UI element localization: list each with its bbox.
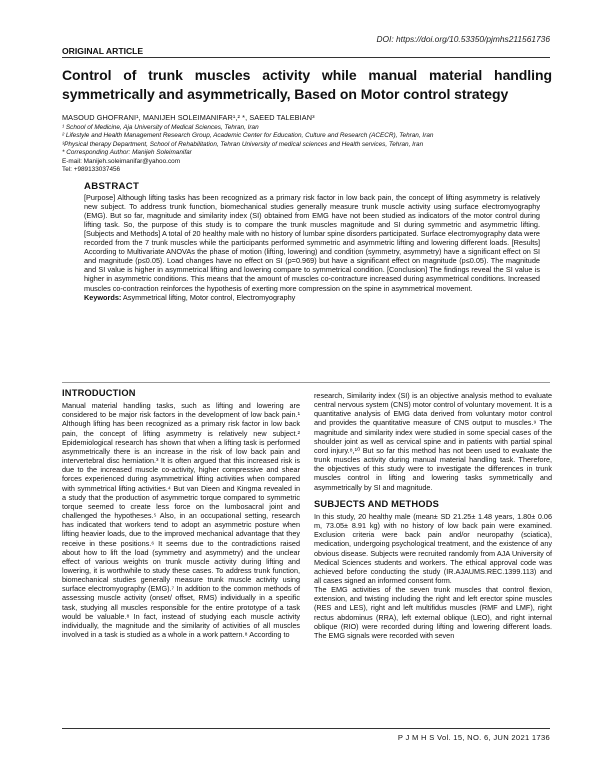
article-type: ORIGINAL ARTICLE bbox=[62, 46, 144, 56]
affiliation-2: ² Lifestyle and Health Management Research Group, Academic Center for Education, Culture and Research (ACECR), Tehran, Iran bbox=[62, 132, 434, 140]
article-title: Control of trunk muscles activity while manual material handling symmetrically and asymmetrically, Based on Motor control strategy bbox=[62, 67, 552, 102]
affiliation-3: ³Physical therapy Department, School of Rehabilitation, Tehran University of medical sciences and Health services, Tehran, Iran bbox=[62, 140, 424, 148]
footer-divider bbox=[62, 728, 550, 729]
introduction-continuation: research, Similarity index (SI) is an objective analysis method to evaluate central nervous system (CNS) motor control of voluntary movement. It is a quantitative analysis of EMG data derived from voluntary motor control and provides the quantitative measure of CNS output to muscles.⁹ The magnitude and similarity index were studied in some special cases of the shoulder joint as well as cervical spine and in patients with partial spinal cord injury.⁸,¹⁰ But so far this method has not been used to evaluate the trunk muscles activity during manual material handling task. Therefore, the objectives of this study were to investigate the differences in trunk muscles control in lifting and lowering tasks symmetrically and asymmetrically by SI and magnitude. bbox=[314, 391, 552, 492]
abstract-text: [Purpose] Although lifting tasks has been recognized as a primary risk factor in low back pain, the concept of lifting asymmetry is relatively new subject. To address trunk function, biomechanical studies generally measure trunk muscle activity using surface electromyography (EMG). But so far, magnitude and similarity index (SI) obtained from EMG have not been studied as indicators of the motor control during lifting task. So, the purpose of this study is to compare the trunk muscles magnitude and SI during symmetric and asymmetric lifting. [Subjects and Methods] A total of 20 healthy male with no history of lumbar spine disorders participated. Surface electromyography data were recorded from the 7 trunk muscles while the participants performed symmetric and asymmetric lifting and lowering different loads. [Results] According to Multivariate ANOVAs the phase of motion (lifting, lowering) and condition (symmetry, asymmetry) have a significant effect on SI and magnitude (p≤0.05). Load changes have no effect on SI (p=0.969) but have a significant effect on magnitude (p≤0.05). The magnitude and SI value is higher in asymmetrical lifting and lowering compare to symmetrical condition. [Conclusion] The findings reveal the SI value is higher in asymmetric conditions. This means that the amount of muscles co-contracture increased during asymmetrical conditions. Increased muscles co-contraction reinforces the hypothesis of exerting more compression on the spine in asymmetrical movement. bbox=[84, 193, 540, 293]
methods-heading: SUBJECTS AND METHODS bbox=[314, 498, 440, 509]
contact-phone: Tel: +989133037456 bbox=[62, 166, 121, 174]
header-divider bbox=[62, 57, 550, 58]
keywords bbox=[84, 293, 540, 302]
contact-email[interactable]: E-mail: Manijeh.soleimanifar@yahoo.com bbox=[62, 157, 181, 165]
doi-link[interactable]: DOI: https://doi.org/10.53350/pjmhs211561736 bbox=[376, 34, 550, 44]
affiliation-1: ¹ School of Medicine, Aja University of Medical Sciences, Tehran, Iran bbox=[62, 124, 259, 131]
methods-paragraph-2: The EMG activities of the seven trunk muscles that control flexion, extension, and twisting including the right and left erector spine muscles (RES and LES), right and left multifidus muscles (RMF and LMF), right rectus abdominus (RRA), left external oblique (LEO), and right internal oblique (RIO) were recorded during lifting and lowering different loads. The EMG signals were recorded with seven bbox=[314, 585, 552, 640]
methods-paragraph-1: In this study, 20 healthy male (mean± SD 21.25± 1.48 years, 1.80± 0.06 m, 73.05± 8.91 kg) with no history of low back pain were examined. Exclusion criteria were back pain and/or neuropathy (sciatica), medication, undergoing psychological treatment, and the existence of any obvious disease. Subjects were recruited randomly from AJA University of Medical Sciences students and workers. The ethical approval code was achieved before conducting the study (IR.AJAUMS.REC.1399.113) and all cases signed an informed consent form. bbox=[314, 511, 552, 585]
introduction-text: Manual material handling tasks, such as lifting and lowering are considered to be major risk factors in the development of low back pain.¹ Although lifting has been recognized as a primary risk factor in low back pain, the concept of lifting asymmetry is relatively new subject.² Epidemiological research has shown that when a lifting task is performed asymmetrically there is an increase in the risk of low back pain and intervertebral disc herniation.³ It is often argued that this increased risk is due to the increased muscle co-activity, higher compressive and shear forces experienced during asymmetrical lifting activities when compared with symmetrical lifting activities.⁴ But van Dieen and Kingma revealed in a study that the production of asymmetric torque compared to symmetric torque seemed to create less force on the lumbosacral joint and challenged the hypotheses.⁵ Also, in an occupational setting, research has indicated that workers tend to adopt an asymmetric posture when lifting heavier loads, due to the improved mechanical advantage that they receive in these positions.⁶ It seems due to the contradictions raised about how to lift the load (symmetry and asymmetry) and the unclear effect of various weights on trunk muscle activity during lifting and lowering, it is worthwhile to study these cases. To address trunk function, biomechanical studies generally measure trunk muscle activity using surface electromyography (EMG).⁷ In addition to the common methods of assessing muscle activity (onset/ offset, RMS) individually in a specific task, studying all muscles responsible for the entire prototype of a task would be valuable.⁸ In fact, instead of studying each muscle activity individually, the magnitude and the similarity of activities of all muscles involved in a task is studied as a whole in a work pattern.⁸ According to bbox=[62, 401, 300, 640]
introduction-heading: INTRODUCTION bbox=[62, 388, 136, 398]
affiliations bbox=[62, 124, 552, 174]
section-divider bbox=[62, 382, 550, 383]
keywords-label: Keywords: bbox=[84, 292, 122, 302]
keywords-value: Asymmetrical lifting, Motor control, Electromyography bbox=[121, 292, 296, 302]
left-column bbox=[62, 389, 300, 639]
author-list: MASOUD GHOFRANI¹, MANIJEH SOLEIMANIFAR¹,² *, SAEED TALEBIAN³ bbox=[62, 113, 315, 122]
abstract-section bbox=[84, 182, 540, 302]
corresponding-author: * Corresponding Author: Manijeh Soleimanifar bbox=[62, 149, 192, 157]
abstract-heading: ABSTRACT bbox=[84, 181, 140, 192]
right-column bbox=[314, 391, 552, 640]
journal-citation: P J M H S Vol. 15, NO. 6, JUN 2021 1736 bbox=[397, 733, 550, 742]
